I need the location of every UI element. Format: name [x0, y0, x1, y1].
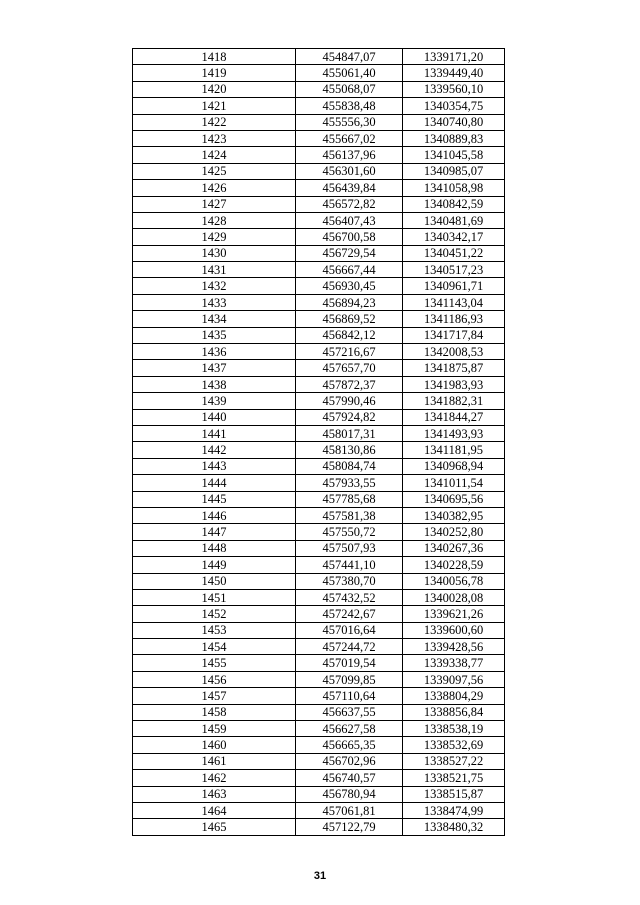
y-coordinate-cell: 1338521,75 [403, 770, 505, 786]
y-coordinate-cell: 1339600,60 [403, 622, 505, 638]
y-coordinate-cell: 1339171,20 [403, 49, 505, 65]
x-coordinate-cell: 456780,94 [296, 786, 403, 802]
y-coordinate-cell: 1340382,95 [403, 507, 505, 523]
y-coordinate-cell: 1339560,10 [403, 81, 505, 97]
table-row [133, 262, 505, 278]
table-row [133, 393, 505, 409]
point-number-cell: 1440 [133, 409, 296, 425]
y-coordinate-cell: 1341045,58 [403, 147, 505, 163]
point-number-cell: 1439 [133, 393, 296, 409]
table-row [133, 671, 505, 687]
point-number-cell: 1428 [133, 212, 296, 228]
table-row [133, 376, 505, 392]
table-row [133, 360, 505, 376]
point-number-cell: 1431 [133, 262, 296, 278]
point-number-cell: 1446 [133, 507, 296, 523]
point-number-cell: 1423 [133, 130, 296, 146]
x-coordinate-cell: 457924,82 [296, 409, 403, 425]
point-number-cell: 1444 [133, 475, 296, 491]
table-row [133, 786, 505, 802]
point-number-cell: 1450 [133, 573, 296, 589]
y-coordinate-cell: 1340961,71 [403, 278, 505, 294]
point-number-cell: 1432 [133, 278, 296, 294]
x-coordinate-cell: 457244,72 [296, 639, 403, 655]
x-coordinate-cell: 455667,02 [296, 130, 403, 146]
table-row [133, 458, 505, 474]
point-number-cell: 1456 [133, 671, 296, 687]
table-row [133, 344, 505, 360]
x-coordinate-cell: 456407,43 [296, 212, 403, 228]
y-coordinate-cell: 1341181,95 [403, 442, 505, 458]
table-row [133, 425, 505, 441]
table-row [133, 721, 505, 737]
table-row [133, 327, 505, 343]
table-row [133, 475, 505, 491]
point-number-cell: 1426 [133, 180, 296, 196]
y-coordinate-cell: 1340517,23 [403, 262, 505, 278]
point-number-cell: 1458 [133, 704, 296, 720]
y-coordinate-cell: 1340985,07 [403, 163, 505, 179]
table-row [133, 245, 505, 261]
point-number-cell: 1438 [133, 376, 296, 392]
x-coordinate-cell: 457061,81 [296, 802, 403, 818]
y-coordinate-cell: 1338804,29 [403, 688, 505, 704]
y-coordinate-cell: 1340451,22 [403, 245, 505, 261]
table-row [133, 704, 505, 720]
point-number-cell: 1464 [133, 802, 296, 818]
table-row [133, 753, 505, 769]
point-number-cell: 1436 [133, 344, 296, 360]
y-coordinate-cell: 1339621,26 [403, 606, 505, 622]
x-coordinate-cell: 456439,84 [296, 180, 403, 196]
point-number-cell: 1433 [133, 294, 296, 310]
x-coordinate-cell: 456700,58 [296, 229, 403, 245]
y-coordinate-cell: 1340028,08 [403, 589, 505, 605]
x-coordinate-cell: 457099,85 [296, 671, 403, 687]
table-row [133, 737, 505, 753]
x-coordinate-cell: 457122,79 [296, 819, 403, 835]
table-row [133, 294, 505, 310]
table-row [133, 655, 505, 671]
y-coordinate-cell: 1339428,56 [403, 639, 505, 655]
table-row [133, 524, 505, 540]
point-number-cell: 1427 [133, 196, 296, 212]
table-row [133, 278, 505, 294]
y-coordinate-cell: 1340056,78 [403, 573, 505, 589]
point-number-cell: 1457 [133, 688, 296, 704]
y-coordinate-cell: 1341143,04 [403, 294, 505, 310]
x-coordinate-cell: 458017,31 [296, 425, 403, 441]
point-number-cell: 1460 [133, 737, 296, 753]
point-number-cell: 1447 [133, 524, 296, 540]
y-coordinate-cell: 1341844,27 [403, 409, 505, 425]
x-coordinate-cell: 455061,40 [296, 65, 403, 81]
point-number-cell: 1435 [133, 327, 296, 343]
x-coordinate-cell: 457785,68 [296, 491, 403, 507]
point-number-cell: 1422 [133, 114, 296, 130]
x-coordinate-cell: 457016,64 [296, 622, 403, 638]
table-row [133, 81, 505, 97]
point-number-cell: 1449 [133, 557, 296, 573]
x-coordinate-cell: 456301,60 [296, 163, 403, 179]
y-coordinate-cell: 1339449,40 [403, 65, 505, 81]
table-row [133, 442, 505, 458]
table-row [133, 507, 505, 523]
x-coordinate-cell: 456627,58 [296, 721, 403, 737]
table-row [133, 98, 505, 114]
y-coordinate-cell: 1340481,69 [403, 212, 505, 228]
x-coordinate-cell: 457242,67 [296, 606, 403, 622]
y-coordinate-cell: 1338480,32 [403, 819, 505, 835]
x-coordinate-cell: 456702,96 [296, 753, 403, 769]
table-row [133, 606, 505, 622]
x-coordinate-cell: 456869,52 [296, 311, 403, 327]
x-coordinate-cell: 457380,70 [296, 573, 403, 589]
table-row [133, 802, 505, 818]
x-coordinate-cell: 458084,74 [296, 458, 403, 474]
x-coordinate-cell: 456740,57 [296, 770, 403, 786]
x-coordinate-cell: 456137,96 [296, 147, 403, 163]
x-coordinate-cell: 455838,48 [296, 98, 403, 114]
y-coordinate-cell: 1340842,59 [403, 196, 505, 212]
x-coordinate-cell: 458130,86 [296, 442, 403, 458]
table-row [133, 540, 505, 556]
table-row [133, 163, 505, 179]
table-row [133, 180, 505, 196]
y-coordinate-cell: 1341058,98 [403, 180, 505, 196]
page-number: 31 [313, 870, 327, 882]
table-row [133, 819, 505, 835]
point-number-cell: 1442 [133, 442, 296, 458]
table-row [133, 147, 505, 163]
x-coordinate-cell: 457216,67 [296, 344, 403, 360]
coordinates-table [132, 48, 505, 836]
y-coordinate-cell: 1338532,69 [403, 737, 505, 753]
point-number-cell: 1463 [133, 786, 296, 802]
y-coordinate-cell: 1340889,83 [403, 130, 505, 146]
y-coordinate-cell: 1340342,17 [403, 229, 505, 245]
point-number-cell: 1448 [133, 540, 296, 556]
coordinates-table-body [133, 49, 505, 836]
point-number-cell: 1455 [133, 655, 296, 671]
x-coordinate-cell: 456665,35 [296, 737, 403, 753]
table-row [133, 130, 505, 146]
table-row [133, 688, 505, 704]
x-coordinate-cell: 456894,23 [296, 294, 403, 310]
point-number-cell: 1434 [133, 311, 296, 327]
x-coordinate-cell: 457933,55 [296, 475, 403, 491]
x-coordinate-cell: 457432,52 [296, 589, 403, 605]
point-number-cell: 1437 [133, 360, 296, 376]
point-number-cell: 1465 [133, 819, 296, 835]
point-number-cell: 1418 [133, 49, 296, 65]
x-coordinate-cell: 457581,38 [296, 507, 403, 523]
table-row [133, 49, 505, 65]
y-coordinate-cell: 1341186,93 [403, 311, 505, 327]
point-number-cell: 1453 [133, 622, 296, 638]
x-coordinate-cell: 457657,70 [296, 360, 403, 376]
point-number-cell: 1430 [133, 245, 296, 261]
x-coordinate-cell: 457990,46 [296, 393, 403, 409]
y-coordinate-cell: 1341875,87 [403, 360, 505, 376]
table-row [133, 196, 505, 212]
table-row [133, 557, 505, 573]
y-coordinate-cell: 1340267,36 [403, 540, 505, 556]
y-coordinate-cell: 1341717,84 [403, 327, 505, 343]
x-coordinate-cell: 454847,07 [296, 49, 403, 65]
point-number-cell: 1424 [133, 147, 296, 163]
point-number-cell: 1419 [133, 65, 296, 81]
x-coordinate-cell: 457110,64 [296, 688, 403, 704]
y-coordinate-cell: 1340228,59 [403, 557, 505, 573]
y-coordinate-cell: 1340354,75 [403, 98, 505, 114]
x-coordinate-cell: 456572,82 [296, 196, 403, 212]
y-coordinate-cell: 1338538,19 [403, 721, 505, 737]
table-row [133, 573, 505, 589]
point-number-cell: 1443 [133, 458, 296, 474]
y-coordinate-cell: 1338515,87 [403, 786, 505, 802]
x-coordinate-cell: 456930,45 [296, 278, 403, 294]
x-coordinate-cell: 456729,54 [296, 245, 403, 261]
table-row [133, 65, 505, 81]
point-number-cell: 1425 [133, 163, 296, 179]
point-number-cell: 1420 [133, 81, 296, 97]
x-coordinate-cell: 456667,44 [296, 262, 403, 278]
table-row [133, 622, 505, 638]
x-coordinate-cell: 455068,07 [296, 81, 403, 97]
x-coordinate-cell: 457441,10 [296, 557, 403, 573]
x-coordinate-cell: 456842,12 [296, 327, 403, 343]
point-number-cell: 1441 [133, 425, 296, 441]
point-number-cell: 1452 [133, 606, 296, 622]
point-number-cell: 1429 [133, 229, 296, 245]
y-coordinate-cell: 1342008,53 [403, 344, 505, 360]
point-number-cell: 1459 [133, 721, 296, 737]
y-coordinate-cell: 1338527,22 [403, 753, 505, 769]
table-row [133, 639, 505, 655]
table-row [133, 409, 505, 425]
x-coordinate-cell: 457872,37 [296, 376, 403, 392]
y-coordinate-cell: 1339338,77 [403, 655, 505, 671]
table-row [133, 311, 505, 327]
y-coordinate-cell: 1339097,56 [403, 671, 505, 687]
y-coordinate-cell: 1341983,93 [403, 376, 505, 392]
table-row [133, 114, 505, 130]
y-coordinate-cell: 1338856,84 [403, 704, 505, 720]
table-row [133, 589, 505, 605]
y-coordinate-cell: 1340968,94 [403, 458, 505, 474]
y-coordinate-cell: 1341493,93 [403, 425, 505, 441]
x-coordinate-cell: 457019,54 [296, 655, 403, 671]
x-coordinate-cell: 457507,93 [296, 540, 403, 556]
y-coordinate-cell: 1341011,54 [403, 475, 505, 491]
y-coordinate-cell: 1340252,80 [403, 524, 505, 540]
y-coordinate-cell: 1340695,56 [403, 491, 505, 507]
point-number-cell: 1461 [133, 753, 296, 769]
point-number-cell: 1445 [133, 491, 296, 507]
x-coordinate-cell: 457550,72 [296, 524, 403, 540]
point-number-cell: 1454 [133, 639, 296, 655]
y-coordinate-cell: 1338474,99 [403, 802, 505, 818]
x-coordinate-cell: 456637,55 [296, 704, 403, 720]
table-row [133, 770, 505, 786]
x-coordinate-cell: 455556,30 [296, 114, 403, 130]
point-number-cell: 1462 [133, 770, 296, 786]
point-number-cell: 1421 [133, 98, 296, 114]
point-number-cell: 1451 [133, 589, 296, 605]
y-coordinate-cell: 1341882,31 [403, 393, 505, 409]
table-row [133, 491, 505, 507]
table-row [133, 229, 505, 245]
table-row [133, 212, 505, 228]
y-coordinate-cell: 1340740,80 [403, 114, 505, 130]
